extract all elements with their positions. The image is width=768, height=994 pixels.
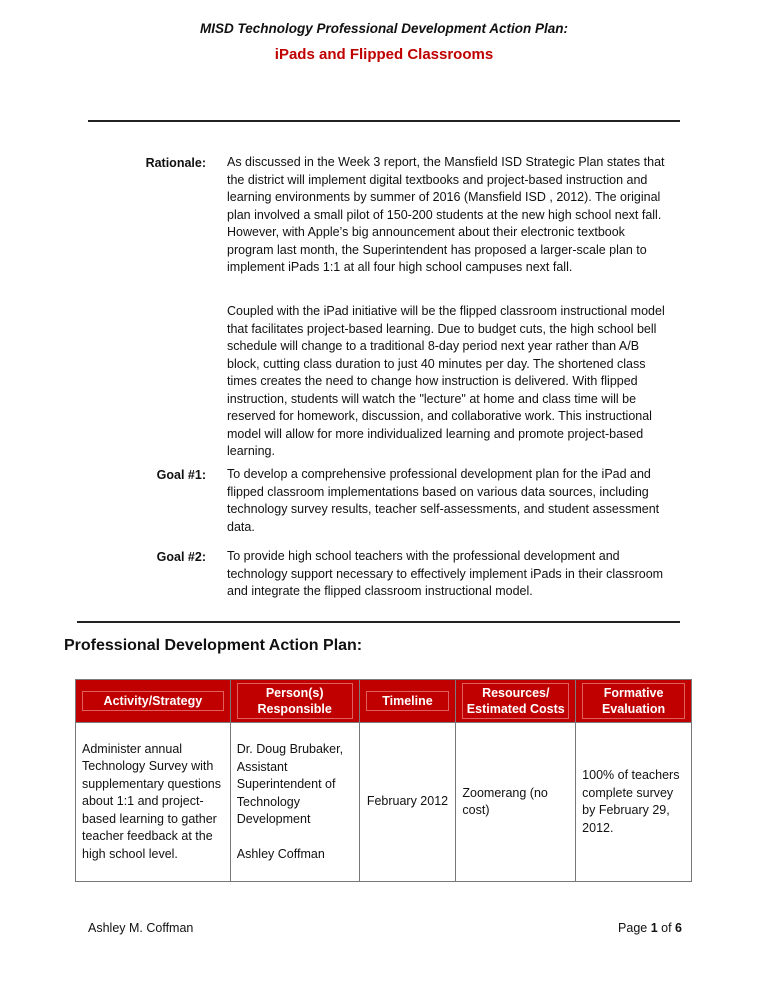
document-title: MISD Technology Professional Development Action Plan: [199, 21, 569, 36]
person-secondary: Ashley Coffman [236, 846, 325, 861]
column-header-timeline: Timeline [359, 680, 456, 723]
table-row [76, 723, 692, 882]
goal1-text: To develop a comprehensive professional development plan for the iPad and flipped classroom implementations based on various data sources, including technology survey results, teacher self-assessments, and student assessment data. [227, 467, 660, 534]
column-header-resources: Resources/ Estimated Costs [456, 680, 576, 723]
column-header-person: Person(s) Responsible [230, 680, 359, 723]
person-primary: Dr. Doug Brubaker, Assistant Superintendent of Technology Development [236, 742, 344, 826]
page-number: Page 1 of 6 [618, 921, 682, 935]
cell-timeline: February 2012 [359, 723, 456, 882]
goal2-text: To provide high school teachers with the professional development and technology support necessary to effectively implement iPads in their classroom and integrate the flipped classroom instructional model. [227, 549, 664, 598]
column-header-activity: Activity/Strategy [76, 680, 231, 723]
table-header-row [76, 680, 692, 723]
rationale-paragraph-1: As discussed in the Week 3 report, the Mansfield ISD Strategic Plan states that the district will implement digital textbooks and project-based instruction and learning environments by summer of 2016 (Mansfield ISD , 2012). The original plan involved a small pilot of 150-200 students at the new high school next fall. However, with Apple’s big announcement about their electronic textbook program last month, the Superintendent has proposed a larger-scale plan to implement iPads 1:1 at all four high school campuses next fall. [227, 155, 665, 274]
plan-heading: Professional Development Action Plan: [64, 637, 363, 654]
divider-bottom [77, 621, 680, 623]
cell-evaluation: 100% of teachers complete survey by February 29, 2012. [576, 723, 692, 882]
rationale-paragraph-2: Coupled with the iPad initiative will be the flipped classroom instructional model that facilitates project-based learning. Due to budget cuts, the high school bell schedule will change to a traditional 8-day period next year rather than A/B block, cutting class duration to just 40 minutes per day. The shortened class times creates the need to change how instruction is delivered. With flipped instruction, students will watch the "lecture" at home and class time will be reserved for homework, discussion, and collaborative work. This instructional model will allow for more individualized learning and promote project-based learning. [227, 304, 665, 458]
column-header-evaluation: Formative Evaluation [576, 680, 692, 723]
cell-activity: Administer annual Technology Survey with supplementary questions about 1:1 and project-based learning to gather teacher feedback at the high school level. [76, 723, 231, 882]
rationale-label: Rationale: [145, 156, 206, 170]
document-subtitle: iPads and Flipped Classrooms [274, 46, 494, 63]
footer-author: Ashley M. Coffman [88, 921, 194, 935]
divider-top [88, 120, 680, 122]
cell-resources: Zoomerang (no cost) [456, 723, 576, 882]
goal1-label: Goal #1: [156, 468, 206, 482]
action-plan-table [75, 679, 692, 882]
goal2-label: Goal #2: [156, 550, 206, 564]
cell-person [230, 723, 359, 882]
